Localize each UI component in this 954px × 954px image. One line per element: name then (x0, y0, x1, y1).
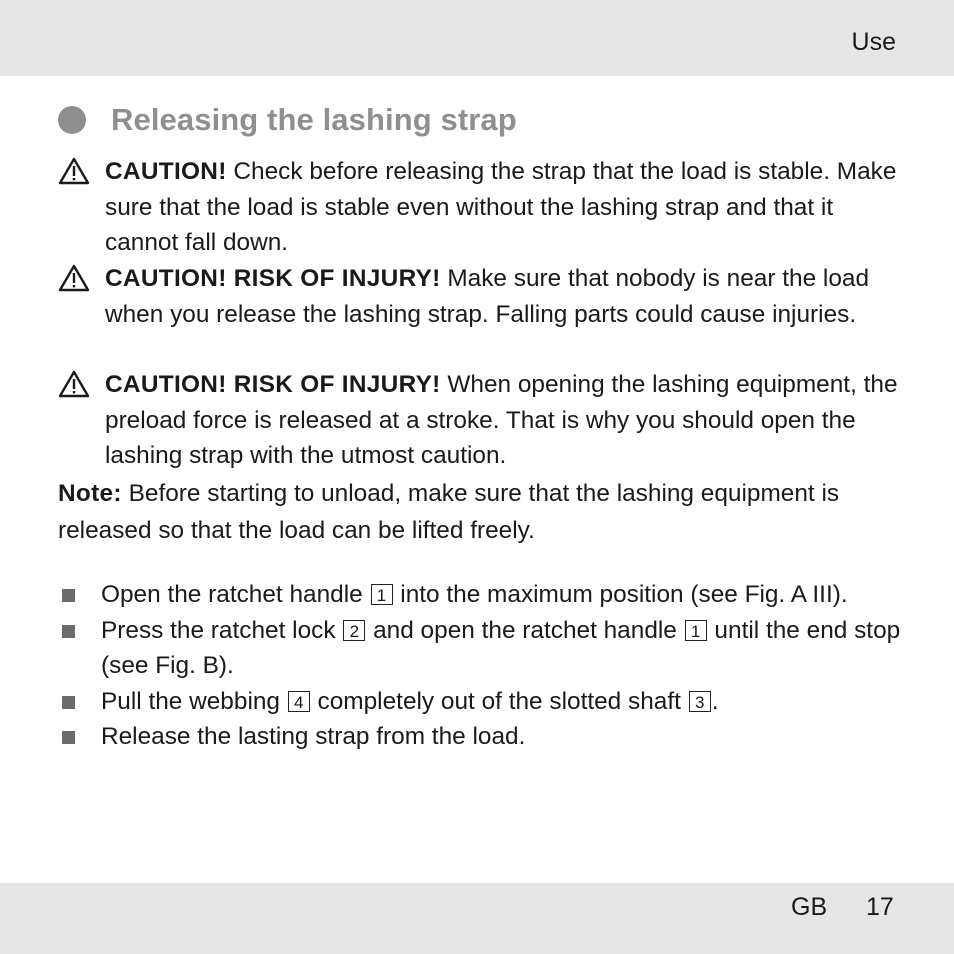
step-text: Open the ratchet handle (101, 581, 370, 608)
note-label: Note: (58, 480, 122, 507)
warning-text (105, 261, 898, 332)
warning-triangle-icon (58, 157, 90, 185)
part-reference-badge: 3 (689, 691, 711, 712)
square-bullet-icon (62, 731, 75, 744)
step-text: Press the ratchet lock (101, 616, 343, 644)
list-item (58, 613, 903, 684)
section-bullet-icon (58, 106, 86, 134)
note-body: Before starting to unload, make sure that the lashing equipment is released so that the load can be lifted freely. (58, 480, 840, 544)
warning-label: CAUTION! (105, 158, 227, 185)
part-reference-badge: 1 (685, 620, 707, 641)
part-reference-badge: 2 (343, 620, 365, 641)
square-bullet-icon (62, 589, 75, 602)
footer-language-code: GB (791, 893, 828, 921)
header-section-label: Use (851, 28, 896, 56)
warning-block (58, 154, 898, 261)
part-reference-badge: 4 (288, 691, 310, 712)
warning-triangle-icon (58, 370, 90, 398)
list-item (58, 684, 903, 720)
warning-body: When opening the lashing equipment, the preload force is released at a stroke. That is why you should open the lashing strap with the utmost caution. (105, 371, 898, 469)
note-paragraph (58, 476, 903, 549)
warning-text (105, 154, 898, 261)
step-list (58, 577, 903, 755)
warning-body: Check before releasing the strap that the load is stable. Make sure that the load is stable even without the lashing strap and that it cannot fall down. (105, 158, 897, 256)
list-item (58, 719, 903, 755)
warning-label: CAUTION! RISK OF INJURY! (105, 265, 441, 292)
step-text: completely out of the slotted shaft (310, 687, 688, 715)
section-title: Releasing the lashing strap (111, 102, 517, 137)
list-item (58, 577, 903, 613)
warning-body: Make sure that nobody is near the load when you release the lashing strap. Falling parts could cause injuries. (105, 265, 870, 328)
step-text: until the end stop (see Fig. B). (101, 616, 901, 679)
part-reference-badge: 1 (371, 584, 393, 605)
step-text: Release the lasting strap from the load. (101, 723, 526, 750)
square-bullet-icon (62, 696, 75, 709)
header-band (0, 0, 954, 76)
warning-block (58, 261, 898, 332)
step-text: . (711, 687, 719, 715)
warning-triangle-icon (58, 264, 90, 292)
square-bullet-icon (62, 625, 75, 638)
step-text: into the maximum position (see Fig. A III). (393, 581, 848, 608)
step-text: Pull the webbing (101, 687, 287, 715)
warning-label: CAUTION! RISK OF INJURY! (105, 371, 441, 398)
warning-text (105, 367, 898, 474)
warning-block (58, 367, 898, 474)
footer-page-number: 17 (866, 893, 894, 921)
step-text: and open the ratchet handle (366, 616, 684, 644)
